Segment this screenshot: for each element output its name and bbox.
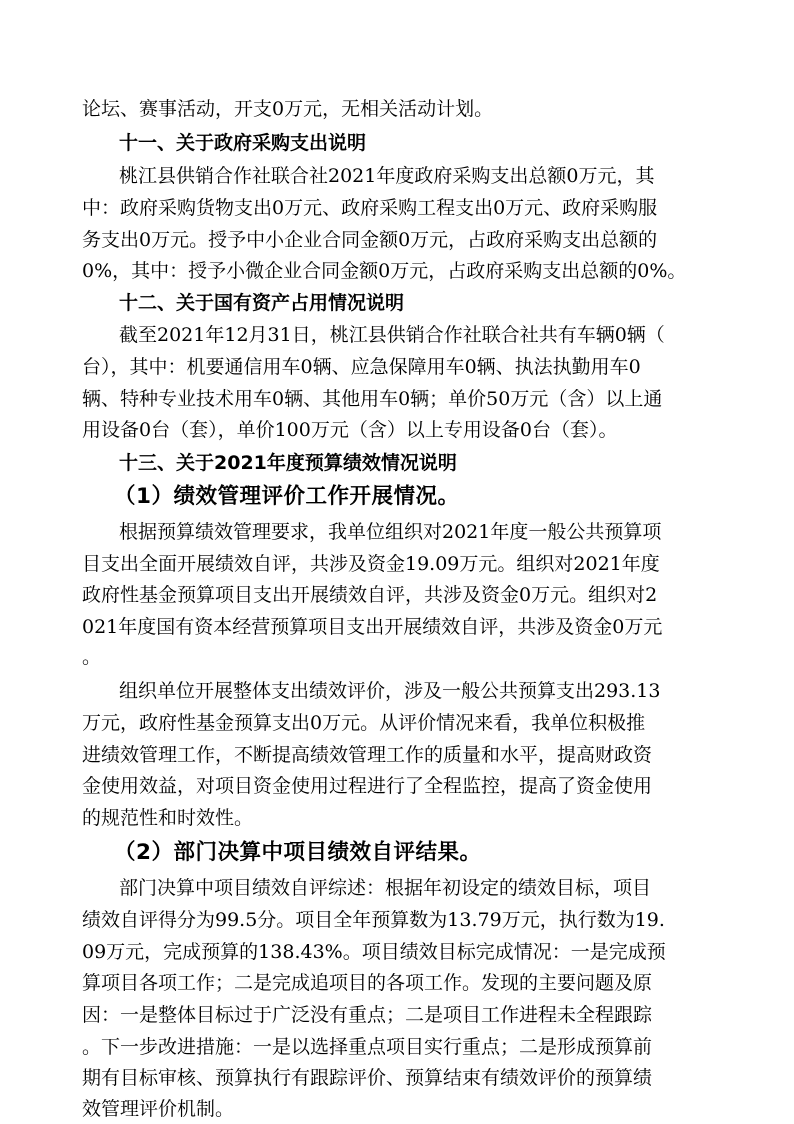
subheading-performance-management: （1）绩效管理评价工作开展情况。	[114, 484, 460, 509]
paragraph-line: 论坛、赛事活动，开支0万元，无相关活动计划。	[82, 98, 494, 120]
paragraph-line: 0%，其中：授予小微企业合同金额0万元，占政府采购支出总额的0%。	[82, 260, 687, 282]
paragraph-line: 截至2021年12月31日，桃江县供销合作社联合社共有车辆0辆（	[119, 324, 665, 346]
paragraph-line: 用设备0台（套），单价100万元（含）以上专用设备0台（套）。	[82, 419, 618, 441]
paragraph-line: 绩效自评得分为99.5分。项目全年预算数为13.79万元，执行数为19.	[82, 909, 665, 931]
paragraph-line: 万元，政府性基金预算支出0万元。从评价情况来看，我单位积极推	[82, 712, 646, 734]
section-heading-budget-performance: 十三、关于2021年度预算绩效情况说明	[119, 452, 457, 474]
paragraph-line: 因：一是整体目标过于广泛没有重点；二是项目工作进程未全程跟踪	[82, 1004, 653, 1026]
paragraph-line: 。下一步改进措施：一是以选择重点项目实行重点；二是形成预算前	[82, 1036, 653, 1058]
paragraph-line: 的规范性和时效性。	[82, 807, 254, 829]
paragraph-line: 根据预算绩效管理要求，我单位组织对2021年度一般公共预算项	[119, 521, 662, 543]
paragraph-line: 桃江县供销合作社联合社2021年度政府采购支出总额0万元，其	[119, 165, 655, 187]
paragraph-line: 务支出0万元。授予中小企业合同金额0万元，占政府采购支出总额的	[82, 229, 658, 251]
subheading-project-self-evaluation: （2）部门决算中项目绩效自评结果。	[114, 840, 482, 865]
paragraph-line: 中：政府采购货物支出0万元、政府采购工程支出0万元、政府采购服	[82, 197, 658, 219]
paragraph-line: 。	[82, 646, 102, 668]
paragraph-line: 效管理评价机制。	[82, 1098, 235, 1120]
paragraph-line: 目支出全面开展绩效自评，共涉及资金19.09万元。组织对2021年度	[82, 553, 660, 575]
paragraph-line: 021年度国有资本经营预算项目支出开展绩效自评，共涉及资金0万元	[82, 616, 663, 638]
paragraph-line: 部门决算中项目绩效自评综述：根据年初设定的绩效目标，项目	[119, 877, 652, 899]
paragraph-line: 辆、特种专业技术用车0辆、其他用车0辆；单价50万元（含）以上通	[82, 388, 663, 410]
paragraph-line: 组织单位开展整体支出绩效评价，涉及一般公共预算支出293.13	[119, 680, 661, 702]
section-heading-state-assets: 十二、关于国有资产占用情况说明	[119, 292, 405, 314]
paragraph-line: 算项目各项工作；二是完成追项目的各项工作。发现的主要问题及原	[82, 972, 653, 994]
paragraph-line: 金使用效益，对项目资金使用过程进行了全程监控，提高了资金使用	[82, 775, 653, 797]
paragraph-line: 09万元，完成预算的138.43%。项目绩效目标完成情况：一是完成预	[82, 941, 666, 963]
section-heading-government-procurement: 十一、关于政府采购支出说明	[119, 132, 367, 154]
paragraph-line: 进绩效管理工作，不断提高绩效管理工作的质量和水平，提高财政资	[82, 744, 653, 766]
paragraph-line: 台），其中：机要通信用车0辆、应急保障用车0辆、执法执勤用车0	[82, 356, 641, 378]
paragraph-line: 期有目标审核、预算执行有跟踪评价、预算结束有绩效评价的预算绩	[82, 1067, 653, 1089]
paragraph-line: 政府性基金预算项目支出开展绩效自评，共涉及资金0万元。组织对2	[82, 584, 658, 606]
